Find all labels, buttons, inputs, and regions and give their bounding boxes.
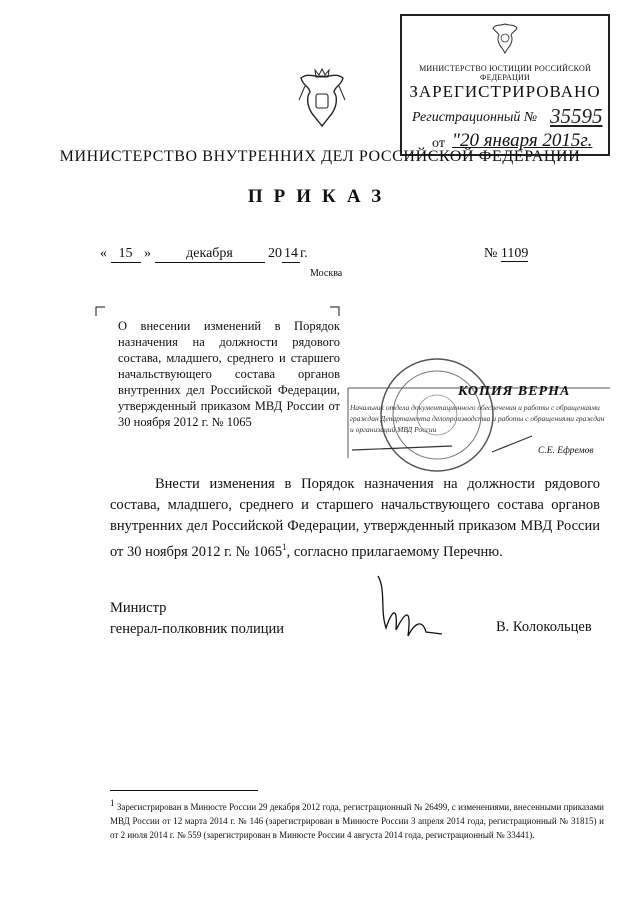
date-year-suffix: 14: [284, 246, 298, 261]
order-subject: О внесении изменений в Порядок назначения на должности рядового состава, младшего, среднего и старшего начальствующего состава органов внутренних дел Российской Федерации, утвержденный приказом МВД России от 30 ноября 2012 г. № 1065: [118, 319, 340, 429]
signatory-title: Министр: [110, 600, 167, 616]
signatory-position: [110, 598, 284, 640]
city: Москва: [310, 268, 343, 279]
bracket-corner-icon: [95, 306, 105, 316]
footnote-text: Зарегистрирован в Минюсте России 29 декабря 2012 года, регистрационный № 26499, с изменениями, внесенными приказами МВД России от 12 марта 2014 г. № 146 (зарегистрирован в Минюсте России 3 апреля 2014 года, регистрационный № 31815) и от 2 июля 2014 г. № 559 (зарегистрирован в Минюсте России 4 августа 2014 года, регистрационный № 33441).: [110, 802, 604, 840]
document-type: ПРИКАЗ: [247, 186, 393, 207]
date-year-prefix: 20: [268, 246, 282, 261]
stamp-date-prefix: от: [432, 136, 445, 151]
registration-stamp: [400, 14, 610, 156]
signatory-name: В. Колокольцев: [496, 619, 592, 635]
footnote-mark: 1: [110, 798, 115, 808]
order-body: [110, 474, 600, 563]
order-date: [100, 246, 308, 263]
footnote: [110, 796, 604, 842]
stamp-title: ЗАРЕГИСТРИРОВАНО: [409, 82, 601, 101]
coat-of-arms-icon: [295, 66, 349, 132]
bracket-corner-icon: [330, 306, 340, 316]
stamp-reg-number: 35595: [550, 104, 603, 128]
date-month: декабря: [155, 246, 265, 263]
body-text-tail: , согласно прилагаемому Перечню.: [286, 543, 503, 560]
stamp-date: "20 января 2015г.: [452, 130, 593, 151]
stamp-reg-label: Регистрационный №: [412, 110, 538, 125]
handwritten-signature: [372, 570, 452, 650]
date-year-mark: г.: [300, 246, 308, 261]
footnote-ref: 1: [282, 542, 287, 552]
copy-stamp-title: КОПИЯ ВЕРНА: [458, 384, 571, 399]
order-number: [484, 246, 528, 262]
copy-stamp-signer: С.Е. Ефремов: [538, 446, 594, 456]
date-open-quote: «: [100, 246, 107, 261]
number-label: №: [484, 246, 498, 261]
date-day: 15: [111, 246, 141, 263]
signatory-rank: генерал-полковник полиции: [110, 621, 285, 637]
number-value: 1109: [500, 246, 529, 261]
body-text: Внести изменения в Порядок назначения на должности рядового состава, младшего, среднего и старшего начальствующего состава органов внутренних дел Российской Федерации, утвержденный приказом МВД России от 30 ноября 2012 г. № 1065: [110, 476, 600, 560]
footnote-divider: [110, 790, 258, 791]
ministry-title: МИНИСТЕРСТВО ВНУТРЕННИХ ДЕЛ РОССИЙСКОЙ ФЕДЕРАЦИИ: [59, 148, 581, 165]
date-close-quote: »: [144, 246, 151, 261]
eagle-emblem-icon: [490, 20, 520, 56]
copy-stamp-body: Начальник отдела документационного обеспечения и работы с обращениями граждан Департамента делопроизводства и работы с обращениями граждан и организаций МВД России: [350, 403, 605, 434]
stamp-ministry: МИНИСТЕРСТВО ЮСТИЦИИ РОССИЙСКОЙ ФЕДЕРАЦИИ: [419, 64, 591, 82]
